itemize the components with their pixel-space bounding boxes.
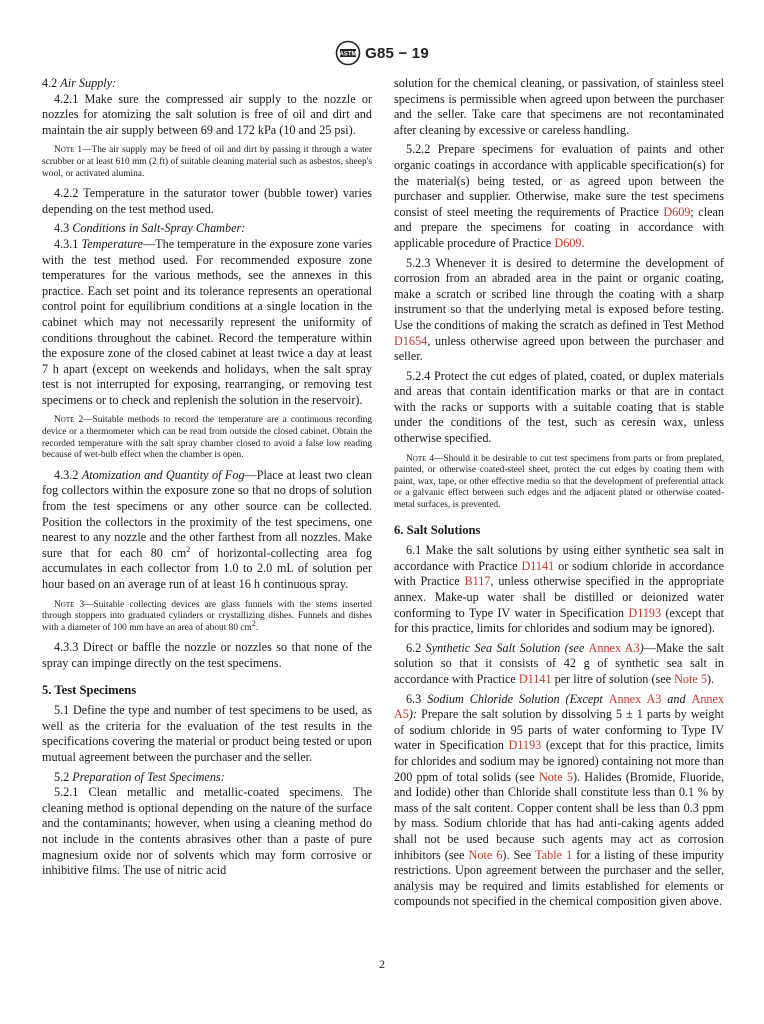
section-6-3: 6.3 Sodium Chloride Solution (Except Annex A3 and Annex A5): Prepare the salt solution by dissolving 5 ± 1 parts by weight of sodium chloride in 95 parts of water conforming to Type IV water in Specification D1193 (except that for this practice, limits for chlorides and sodium may be ignored) containing not more than 200 ppm of total solids (see Note 5). Halides (Bromide, Fluoride, and Iodide) other than Chloride shall constitute less than 0.1 % by mass of the salt content. Copper content shall be less than 0.3 ppm by mass. Sodium chloride that has had anti-caking agents added shall not be used because such agents may act as corrosion inhibitors (see Note 6). See Table 1 for a listing of these impurity restrictions. Upon agreement between the purchaser and the seller, analysis may be required and limits established for elements or compounds not specified in the chemical composition given above.: [394, 691, 725, 909]
link-annex-a3[interactable]: Annex A3: [588, 640, 640, 655]
link-note-6[interactable]: Note 6: [468, 847, 503, 862]
section-4-2-2: 4.2.2 Temperature in the saturator tower (bubble tower) varies depending on the test method used.: [42, 186, 372, 216]
left-column: [42, 76, 372, 879]
section-5-2-4: 5.2.4 Protect the cut edges of plated, coated, or duplex materials and areas that contain identification marks or that are in contact with the racks or supports with a suitable coating that is stable under the conditions of the test, such as ceresin wax, unless otherwise specified.: [394, 368, 724, 446]
link-d1654[interactable]: D1654: [394, 333, 428, 348]
note-4: Note 4—Should it be desirable to cut test specimens from parts or from preplated, painted, or otherwise coated-steel sheet, protect the cut edges by coating them with paint, wax, tape, or other effective media so that the development of preferential attack or a galvanic effect between such edges and the adjacent plated or otherwise coated-metal surfaces, is prevented.: [394, 453, 724, 511]
link-d609[interactable]: D609: [663, 204, 691, 219]
page-number: 2: [379, 957, 385, 971]
section-4-3-heading: 4.3 Conditions in Salt-Spray Chamber:: [54, 221, 246, 236]
section-5-2-3: 5.2.3 Whenever it is desired to determine the development of corrosion from an abraded area in the paint or organic coating, make a scratch or scribed line through the coating with a sharp instrument so that the underlying metal is exposed before testing. Use the conditions of making the scratch as defined in Test Method D1654, unless otherwise agreed upon between the purchaser and seller.: [394, 255, 724, 364]
section-4-2-heading: 4.2 Air Supply:: [42, 76, 117, 90]
page-header: [0, 38, 764, 68]
link-d1141-2[interactable]: D1141: [518, 671, 552, 686]
link-annex-a5[interactable]: Annex A5: [394, 691, 725, 722]
section-5-1: 5.1 Define the type and number of test specimens to be used, as well as the criteria for the evaluation of the test results in the specifications covering the material or product being tested or upon mutual agreement between the purchaser and the seller.: [42, 703, 372, 764]
link-table-1[interactable]: Table 1: [535, 847, 573, 862]
right-column: [394, 76, 724, 910]
section-5-2-heading: 5.2 Preparation of Test Specimens:: [54, 769, 225, 784]
section-5-2-2: 5.2.2 Prepare specimens for evaluation of paints and other organic coatings in accordance with applicable specification(s) for the material(s) being tested, or as agreed upon between the purchaser and supplier. Otherwise, make sure the test specimens consist of steel meeting the requirements of Practice D609; clean and prepare the specimens for coating in accordance with applicable procedure of Practice D609.: [394, 142, 724, 250]
section-5-heading: 5. Test Specimens: [42, 682, 137, 697]
note-1: Note 1—The air supply may be freed of oil and dirt by passing it through a water scrubber or at least 610 mm (2 ft) of suitable cleaning material such as asbestos, sheep's wool, or activated alumina.: [42, 145, 372, 179]
standard-designation: G85 − 19: [365, 44, 429, 62]
section-6-2: 6.2 Synthetic Sea Salt Solution (see Annex A3)—Make the salt solution so that it consists of 42 g of synthetic sea salt in accordance with Practice D1141 per litre of solution (see Note 5).: [394, 640, 724, 686]
astm-logo-icon: [335, 39, 361, 67]
logo-text: ASTM: [339, 51, 357, 58]
note-2: Note 2—Suitable methods to record the temperature are a continuous recording device or a thermometer which can be read from outside the closed cabinet. Obtain the recorded temperature with the salt spray chamber closed to avoid a false low reading because of wet-bulb effect when the chamber is open.: [42, 415, 372, 461]
link-d1193[interactable]: D1193: [628, 605, 662, 620]
header-inner: [335, 39, 429, 67]
note-3: Note 3—Suitable collecting devices are glass funnels with the stems inserted through stoppers into graduated cylinders or crystallizing dishes. Funnels and dishes with a diameter of 100 mm have an area of about 80 $cm^2$.: [42, 599, 372, 633]
section-4-3-2: 4.3.2 Atomization and Quantity of Fog—Place at least two clean fog collectors within the exposure zone so that no drops of solution from the test specimens or any other source can be collected. Position the collectors in the proximity of the test specimens, one nearest to any nozzle and the other farthest from all nozzles. Make sure that for each 80 $cm^2$ of horizontal-collecting area fog accumulates in each collector from 1.0 to 2.0 mL of solution per hour based on an average run of at least 16 h continuous spray.: [42, 467, 373, 591]
link-note-5-2[interactable]: Note 5: [539, 769, 573, 784]
link-d609-2[interactable]: D609: [554, 235, 582, 250]
section-5-2-1-continued: solution for the chemical cleaning, or passivation, of stainless steel specimens is permissible when agreed upon between the purchaser and the seller. Take care that specimens are not recontaminated after cleaning by excessive or careless handling.: [394, 76, 724, 137]
section-4-2-1: 4.2.1 Make sure the compressed air supply to the nozzle or nozzles for atomizing the salt solution is free of oil and dirt and maintain the air supply between 69 and 172 kPa (10 and 25 psi).: [42, 91, 372, 137]
link-b117[interactable]: B117: [464, 574, 491, 589]
link-annex-a3-2[interactable]: Annex A3: [608, 691, 662, 706]
section-4-3-1: 4.3.1 Temperature—The temperature in the exposure zone varies with the test method used. For recommended exposure zone temperatures for the various methods, see the annexes in this practice. Each set point and its tolerance represents an operational control point for equilibrium conditions at a single location in the cabinet which may not necessarily represent the uniformity of conditions throughout the cabinet. Record the temperature within the exposure zone of the closed cabinet at least twice a day at least 7 h apart (except on weekends and holidays, when the salt spray test is not interrupted for exposing, rearranging, or removing test specimens or to check and replenish the solution in the reservoir).: [42, 236, 372, 407]
link-d1141[interactable]: D1141: [521, 558, 555, 573]
section-6-heading: 6. Salt Solutions: [394, 522, 481, 537]
link-note-5[interactable]: Note 5: [674, 671, 707, 686]
link-d1193-2[interactable]: D1193: [508, 738, 542, 753]
section-6-1: 6.1 Make the salt solutions by using either synthetic sea salt in accordance with Practice D1141 or sodium chloride in accordance with Practice B117, unless otherwise specified in the appropriate annex. Make-up water shall be distilled or deionized water conforming to Type IV water in Specification D1193 (except that for this practice, limits for chlorides and sodium may be ignored).: [394, 543, 725, 636]
section-4-3-3: 4.3.3 Direct or baffle the nozzle or nozzles so that none of the spray can impinge directly on the test specimens.: [42, 640, 372, 670]
section-5-2-1: 5.2.1 Clean metallic and metallic-coated specimens. The cleaning method is optional depending on the nature of the surface and the contaminants; however, when using a cleaning method do not include in the contents abrasives other than a paste of pure magnesium oxide nor of solvents which may form corrosive or inhibitive films. The use of nitric acid: [42, 785, 372, 878]
